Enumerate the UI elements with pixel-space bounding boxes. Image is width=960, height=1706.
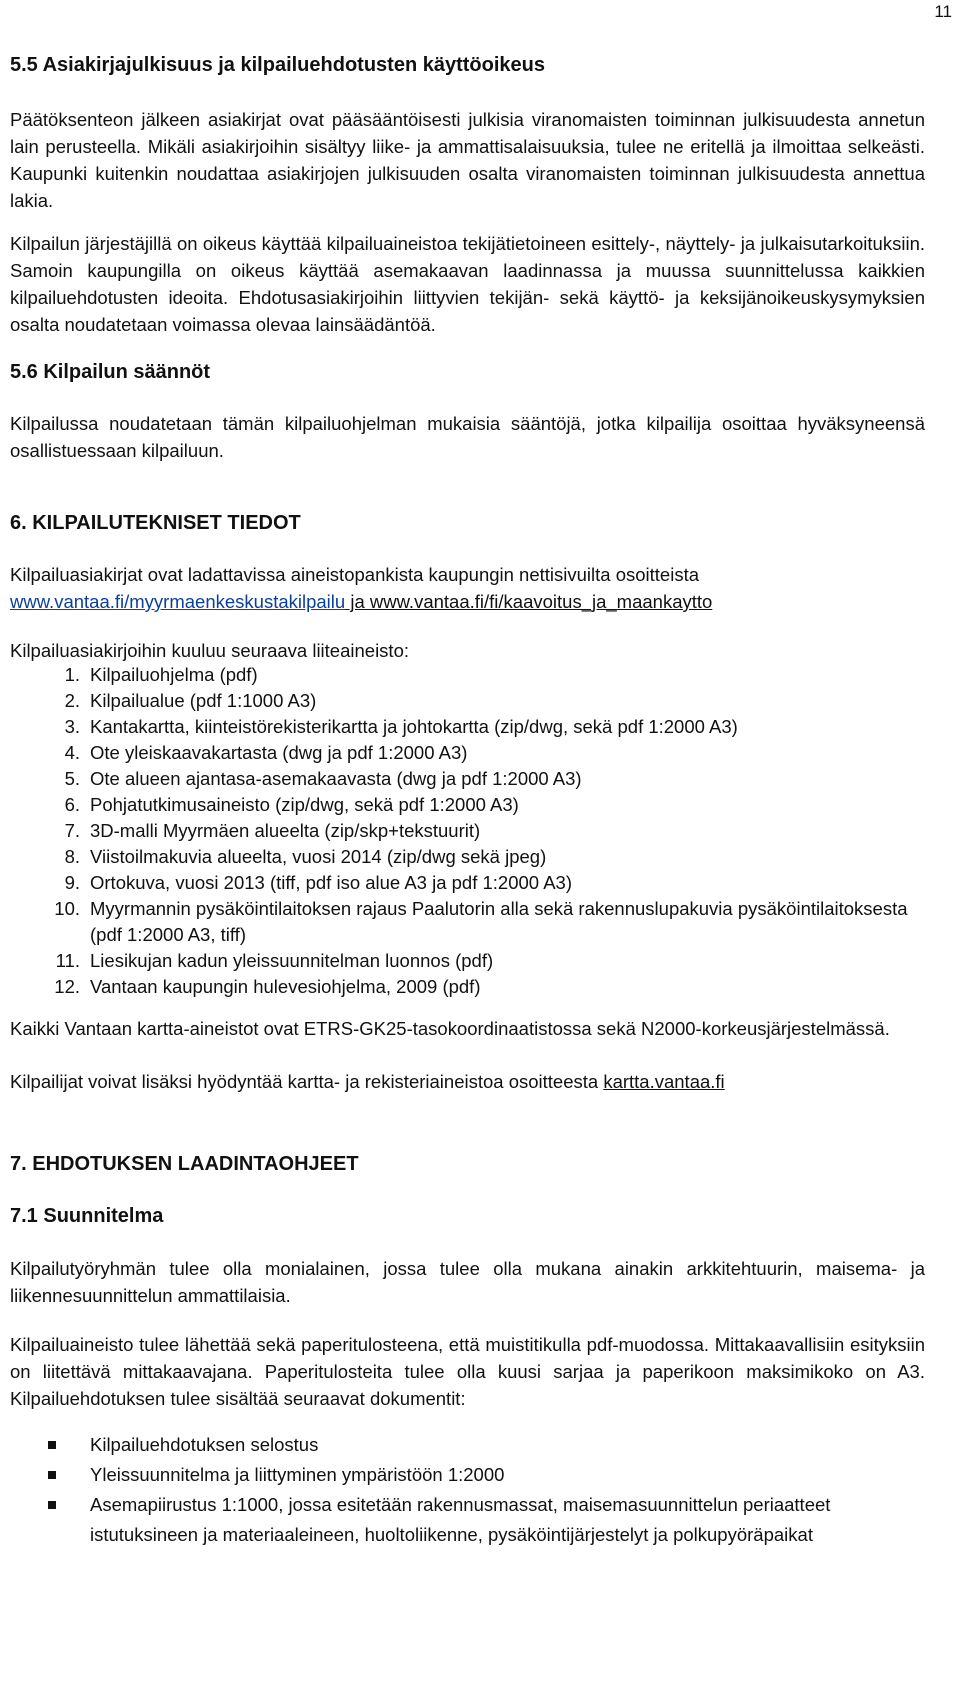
coordinates-paragraph: Kaikki Vantaan kartta-aineistot ovat ETRS-GK25-tasokoordinaatistossa sekä N2000-korkeusjärjestelmässä. xyxy=(10,1018,890,1039)
list-item-number: 3. xyxy=(64,716,80,737)
link-kaavoitus[interactable]: www.vantaa.fi/fi/kaavoitus_ja_maankaytto xyxy=(369,591,713,612)
list-item-number: 4. xyxy=(64,742,80,763)
list-item-number: 8. xyxy=(64,846,80,867)
list-item xyxy=(10,896,925,948)
bullet-item-text: Asemapiirustus 1:1000, jossa esitetään rakennusmassat, maisemasuunnittelun periaatteet istutuksineen ja materiaaleineen, huoltoliikenne, pysäköintijärjestelyt ja polkupyöräpaikat xyxy=(90,1494,831,1545)
bullet-item xyxy=(10,1460,925,1490)
square-bullet-icon xyxy=(48,1501,56,1509)
attachments-list xyxy=(10,662,925,1000)
section-7-1-paragraph-1: Kilpailutyöryhmän tulee olla monialainen, jossa tulee olla mukana ainakin arkkitehtuurin, maisema- ja liikennesuunnittelun ammattilaisia. xyxy=(10,1258,925,1306)
list-item xyxy=(10,818,925,844)
section-5-6-heading: 5.6 Kilpailun säännöt xyxy=(10,361,211,383)
list-item-number: 5. xyxy=(64,768,80,789)
list-item-text: Kilpailualue (pdf 1:1000 A3) xyxy=(90,690,317,711)
list-item xyxy=(10,948,925,974)
list-item-number: 6. xyxy=(64,794,80,815)
square-bullet-icon xyxy=(48,1441,56,1449)
bullet-item xyxy=(10,1490,925,1550)
bullet-item xyxy=(10,1430,925,1460)
list-item-number: 1. xyxy=(64,664,80,685)
section-7-1-paragraph-2: Kilpailuaineisto tulee lähettää sekä paperitulosteena, että muistitikulla pdf-muodossa. Mittakaavallisiin esityksiin on liitettävä mittakaavajana. Paperitulosteita tulee olla kuusi sarjaa ja paperikoon maksimikoko on A3. Kilpailuehdotuksen tulee sisältää seuraavat dokumentit: xyxy=(10,1334,925,1409)
list-item xyxy=(10,870,925,896)
map-service-text: Kilpailijat voivat lisäksi hyödyntää kartta- ja rekisteriaineistoa osoitteesta xyxy=(10,1071,599,1092)
section-6-intro xyxy=(10,561,925,615)
list-item-text: 3D-malli Myyrmäen alueelta (zip/skp+tekstuurit) xyxy=(90,820,481,841)
link-kartta-vantaa[interactable]: kartta.vantaa.fi xyxy=(603,1071,725,1092)
link-myyrmaenkeskustakilpailu[interactable]: www.vantaa.fi/myyrmaenkeskustakilpailu xyxy=(10,591,346,612)
list-item-text: Liesikujan kadun yleissuunnitelman luonnos (pdf) xyxy=(90,950,494,971)
section-7-1-heading: 7.1 Suunnitelma xyxy=(10,1205,164,1227)
list-item-text: Pohjatutkimusaineisto (zip/dwg, sekä pdf 1:2000 A3) xyxy=(90,794,519,815)
list-item xyxy=(10,740,925,766)
section-5-5-paragraph-2: Kilpailun järjestäjillä on oikeus käyttää kilpailuaineistoa tekijätietoineen esittely-, näyttely- ja julkaisutarkoituksiin. Samoin kaupungilla on oikeus käyttää asemakaavan laadinnassa ja muussa suunnittelussa kaikkien kilpailuehdotusten ideoita. Ehdotusasiakirjoihin liittyvien tekijän- sekä käyttö- ja keksijänoikeuskysymyksien osalta noudatetaan voimassa olevaa lainsäädäntöä. xyxy=(10,233,925,335)
list-item xyxy=(10,844,925,870)
bullet-item-text: Yleissuunnitelma ja liittyminen ympäristöön 1:2000 xyxy=(90,1464,505,1485)
section-5-5-heading: 5.5 Asiakirjajulkisuus ja kilpailuehdotusten käyttöoikeus xyxy=(10,54,545,76)
section-7-heading: 7. EHDOTUKSEN LAADINTAOHJEET xyxy=(10,1153,359,1175)
list-item xyxy=(10,766,925,792)
list-item-text: Viistoilmakuvia alueelta, vuosi 2014 (zip/dwg sekä jpeg) xyxy=(90,846,547,867)
page-number: 11 xyxy=(934,2,952,21)
list-item-text: Ortokuva, vuosi 2013 (tiff, pdf iso alue A3 ja pdf 1:2000 A3) xyxy=(90,872,572,893)
list-item-number: 10. xyxy=(54,898,80,919)
list-item-text: Ote alueen ajantasa-asemakaavasta (dwg ja pdf 1:2000 A3) xyxy=(90,768,582,789)
list-item-text: Vantaan kaupungin hulevesiohjelma, 2009 (pdf) xyxy=(90,976,481,997)
list-item xyxy=(10,714,925,740)
list-item-number: 7. xyxy=(64,820,80,841)
section-5-5-paragraph-1: Päätöksenteon jälkeen asiakirjat ovat pääsääntöisesti julkisia viranomaisten toiminnan julkisuudesta annetun lain perusteella. Mikäli asiakirjoihin sisältyy liike- ja ammattisalaisuuksia, tulee ne eritellä ja ilmoittaa selkeästi. Kaupunki kuitenkin noudattaa asiakirjojen julkisuuden osalta viranomaisten toiminnan julkisuudesta annettua lakia. xyxy=(10,109,925,211)
list-item-number: 11. xyxy=(55,950,80,971)
list-item-text: Ote yleiskaavakartasta (dwg ja pdf 1:2000 A3) xyxy=(90,742,468,763)
section-6-heading: 6. KILPAILUTEKNISET TIEDOT xyxy=(10,512,301,534)
square-bullet-icon xyxy=(48,1471,56,1479)
list-item-number: 9. xyxy=(64,872,80,893)
documents-list xyxy=(10,1430,925,1550)
list-item-text: Myyrmannin pysäköintilaitoksen rajaus Paalutorin alla sekä rakennuslupakuvia pysäköintilaitoksesta (pdf 1:2000 A3, tiff) xyxy=(90,898,908,945)
intro-text: Kilpailuasiakirjat ovat ladattavissa aineistopankista kaupungin nettisivuilta osoitteista xyxy=(10,564,700,585)
list-item xyxy=(10,974,925,1000)
list-item-number: 2. xyxy=(64,690,80,711)
link-separator: ja xyxy=(345,591,370,612)
section-5-6-paragraph: Kilpailussa noudatetaan tämän kilpailuohjelman mukaisia sääntöjä, jotka kilpailija osoittaa hyväksyneensä osallistuessaan kilpailuun. xyxy=(10,413,925,461)
attachments-intro: Kilpailuasiakirjoihin kuuluu seuraava liiteaineisto: xyxy=(10,640,410,661)
list-item-number: 12. xyxy=(54,976,80,997)
list-item xyxy=(10,662,925,688)
list-item xyxy=(10,688,925,714)
bullet-item-text: Kilpailuehdotuksen selostus xyxy=(90,1434,319,1455)
list-item-text: Kilpailuohjelma (pdf) xyxy=(90,664,258,685)
list-item-text: Kantakartta, kiinteistörekisterikartta ja johtokartta (zip/dwg, sekä pdf 1:2000 A3) xyxy=(90,716,738,737)
map-service-paragraph xyxy=(10,1068,925,1095)
list-item xyxy=(10,792,925,818)
